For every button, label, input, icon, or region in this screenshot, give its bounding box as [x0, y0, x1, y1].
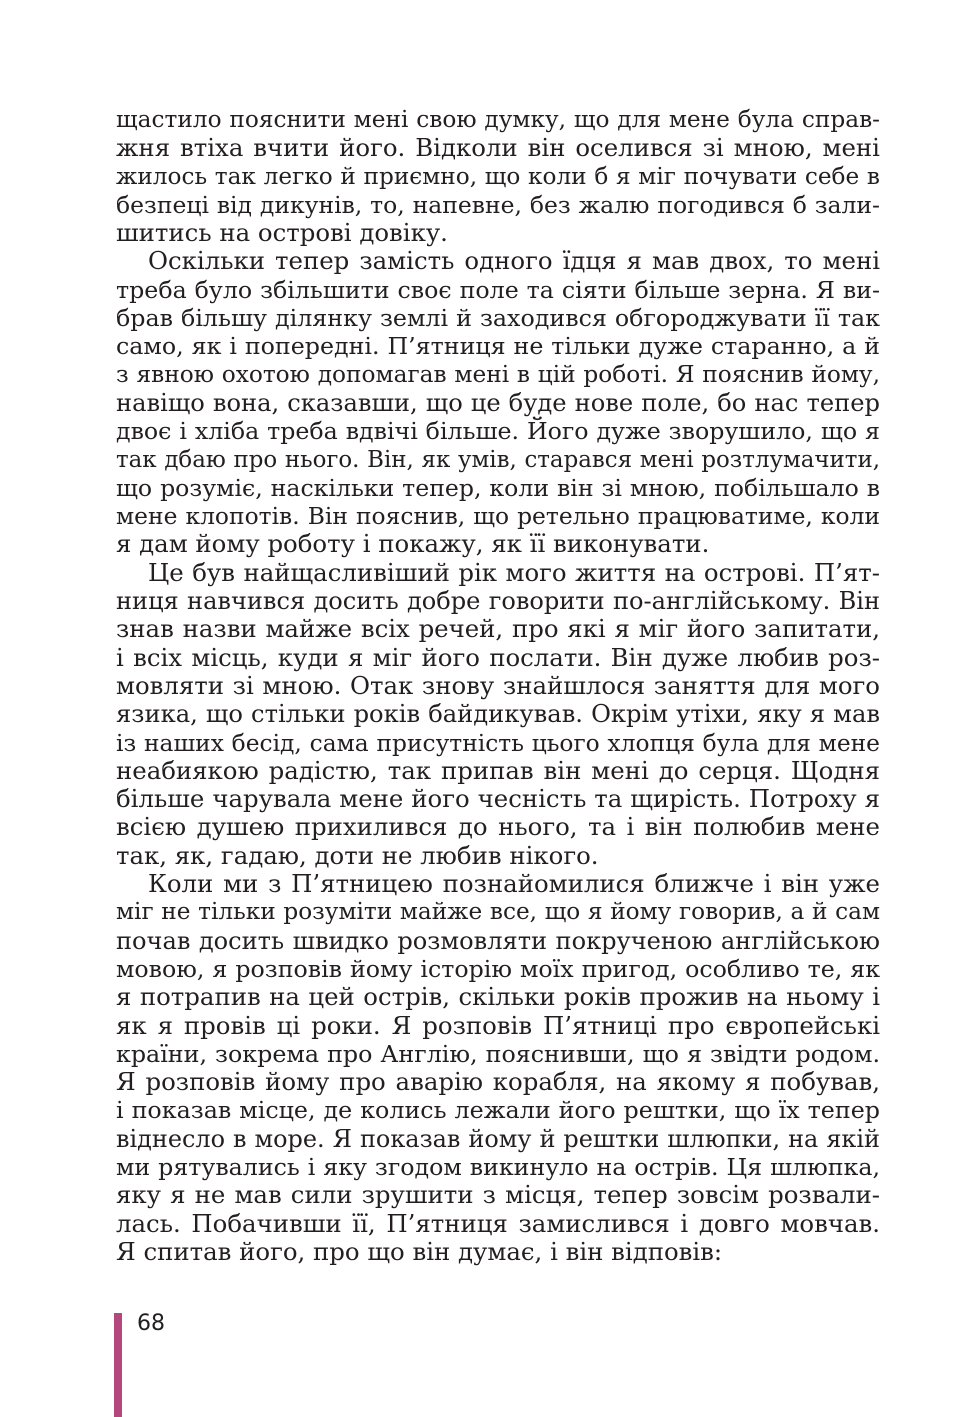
text-line: більше чарувала мене його чесність та щирість. Потроху я — [116, 784, 880, 814]
text-line: шитись на острові довіку. — [116, 218, 448, 248]
text-line: щастило пояснити мені свою думку, що для мене була справ- — [116, 106, 880, 133]
page-number: 68 — [137, 1311, 165, 1336]
text-line: я потрапив на цей острів, скільки років прожив на ньому і — [116, 982, 880, 1012]
paragraph — [116, 870, 880, 1266]
text-line: із наших бесід, сама присутність цього хлопця була для мене — [116, 728, 880, 757]
text-line: країни, зокрема про Англію, пояснивши, що я звідти родом. — [116, 1039, 880, 1068]
text-line: віднесло в море. Я показав йому й рештки шлюпки, на якій — [116, 1124, 880, 1153]
text-line: яку я не мав сили зрушити з місця, тепер зовсім розвали- — [116, 1180, 880, 1210]
text-line: що розуміє, наскільки тепер, коли він зі мною, побільшало в — [116, 473, 880, 502]
page-accent-bar — [114, 1313, 122, 1417]
text-line: знав назви майже всіх речей, про які я міг його запитати, — [116, 614, 880, 644]
text-line: жня втіха вчити його. Відколи він оселився зі мною, мені — [116, 133, 880, 163]
text-line: Я розповів йому про аварію корабля, на якому я побував, — [116, 1067, 880, 1097]
text-line: з явною охотою допомагав мені в цій роботі. Я пояснив йому, — [116, 360, 880, 388]
text-line: безпеці від дикунів, то, напевне, без жалю погодився б зали- — [116, 190, 880, 219]
text-line: почав досить швидко розмовляти покрученою англійською — [116, 926, 880, 955]
text-line: і показав місце, де колись лежали його рештки, що їх тепер — [116, 1096, 880, 1125]
text-line: лась. Побачивши її, П’ятниця замислився і довго мовчав. — [116, 1208, 880, 1238]
paragraph — [116, 247, 880, 558]
text-line: мене клопотів. Він пояснив, що ретельно працюватиме, коли — [116, 502, 880, 531]
text-line: мовою, я розповів йому історію моїх пригод, особливо те, як — [116, 954, 880, 983]
text-line: неабиякою радістю, так припав він мені до серця. Щодня — [116, 755, 880, 785]
text-line: двоє і хліба треба вдвічі більше. Його дуже зворушило, що я — [116, 417, 880, 446]
text-line: Я спитав його, про що він думає, і він відповів: — [116, 1236, 723, 1266]
main-text — [116, 106, 880, 1266]
paragraph — [116, 106, 880, 247]
paragraph — [116, 559, 880, 870]
text-line: ми рятувались і яку згодом викинуло на острів. Ця шлюпка, — [116, 1152, 880, 1181]
text-line: само, як і попередні. П’ятниця не тільки дуже старанно, а й — [116, 332, 880, 361]
text-line: язика, що стільки років байдикував. Окрім утіхи, яку я мав — [116, 700, 880, 729]
text-line: всією душею прихилився до нього, та і він полюбив мене — [116, 812, 880, 842]
text-line: треба було збільшити своє поле та сіяти більше зерна. Я ви- — [116, 275, 880, 304]
text-line: Це був найщасливіший рік мого життя на острові. П’ят- — [148, 557, 880, 587]
text-line: мовляти зі мною. Отак знову знайшлося заняття для мого — [116, 670, 880, 700]
text-line: я дам йому роботу і покажу, як її виконувати. — [116, 529, 710, 559]
text-line: ниця навчився досить добре говорити по-англійському. Він — [116, 587, 880, 616]
text-line: брав більшу ділянку землі й заходився обгороджувати її так — [116, 304, 880, 333]
text-line: і всіх місць, куди я міг його послати. Він дуже любив роз- — [116, 642, 880, 672]
text-line: жилось так легко й приємно, що коли б я міг почувати себе в — [116, 162, 880, 190]
text-line: міг не тільки розуміти майже все, що я йому говорив, а й сам — [116, 898, 880, 926]
text-line: Оскільки тепер замість одного їдця я мав двох, то мені — [148, 246, 880, 276]
text-line: Коли ми з П’ятницею познайомилися ближче і він уже — [148, 869, 880, 899]
text-line: так дбаю про нього. Він, як умів, старався мені розтлумачити, — [116, 446, 880, 473]
text-line: так, як, гадаю, доти не любив нікого. — [116, 840, 599, 870]
text-line: як я провів ці роки. Я розповів П’ятниці про європейські — [116, 1010, 880, 1040]
text-line: навіщо вона, сказавши, що це буде нове поле, бо нас тепер — [116, 388, 880, 417]
